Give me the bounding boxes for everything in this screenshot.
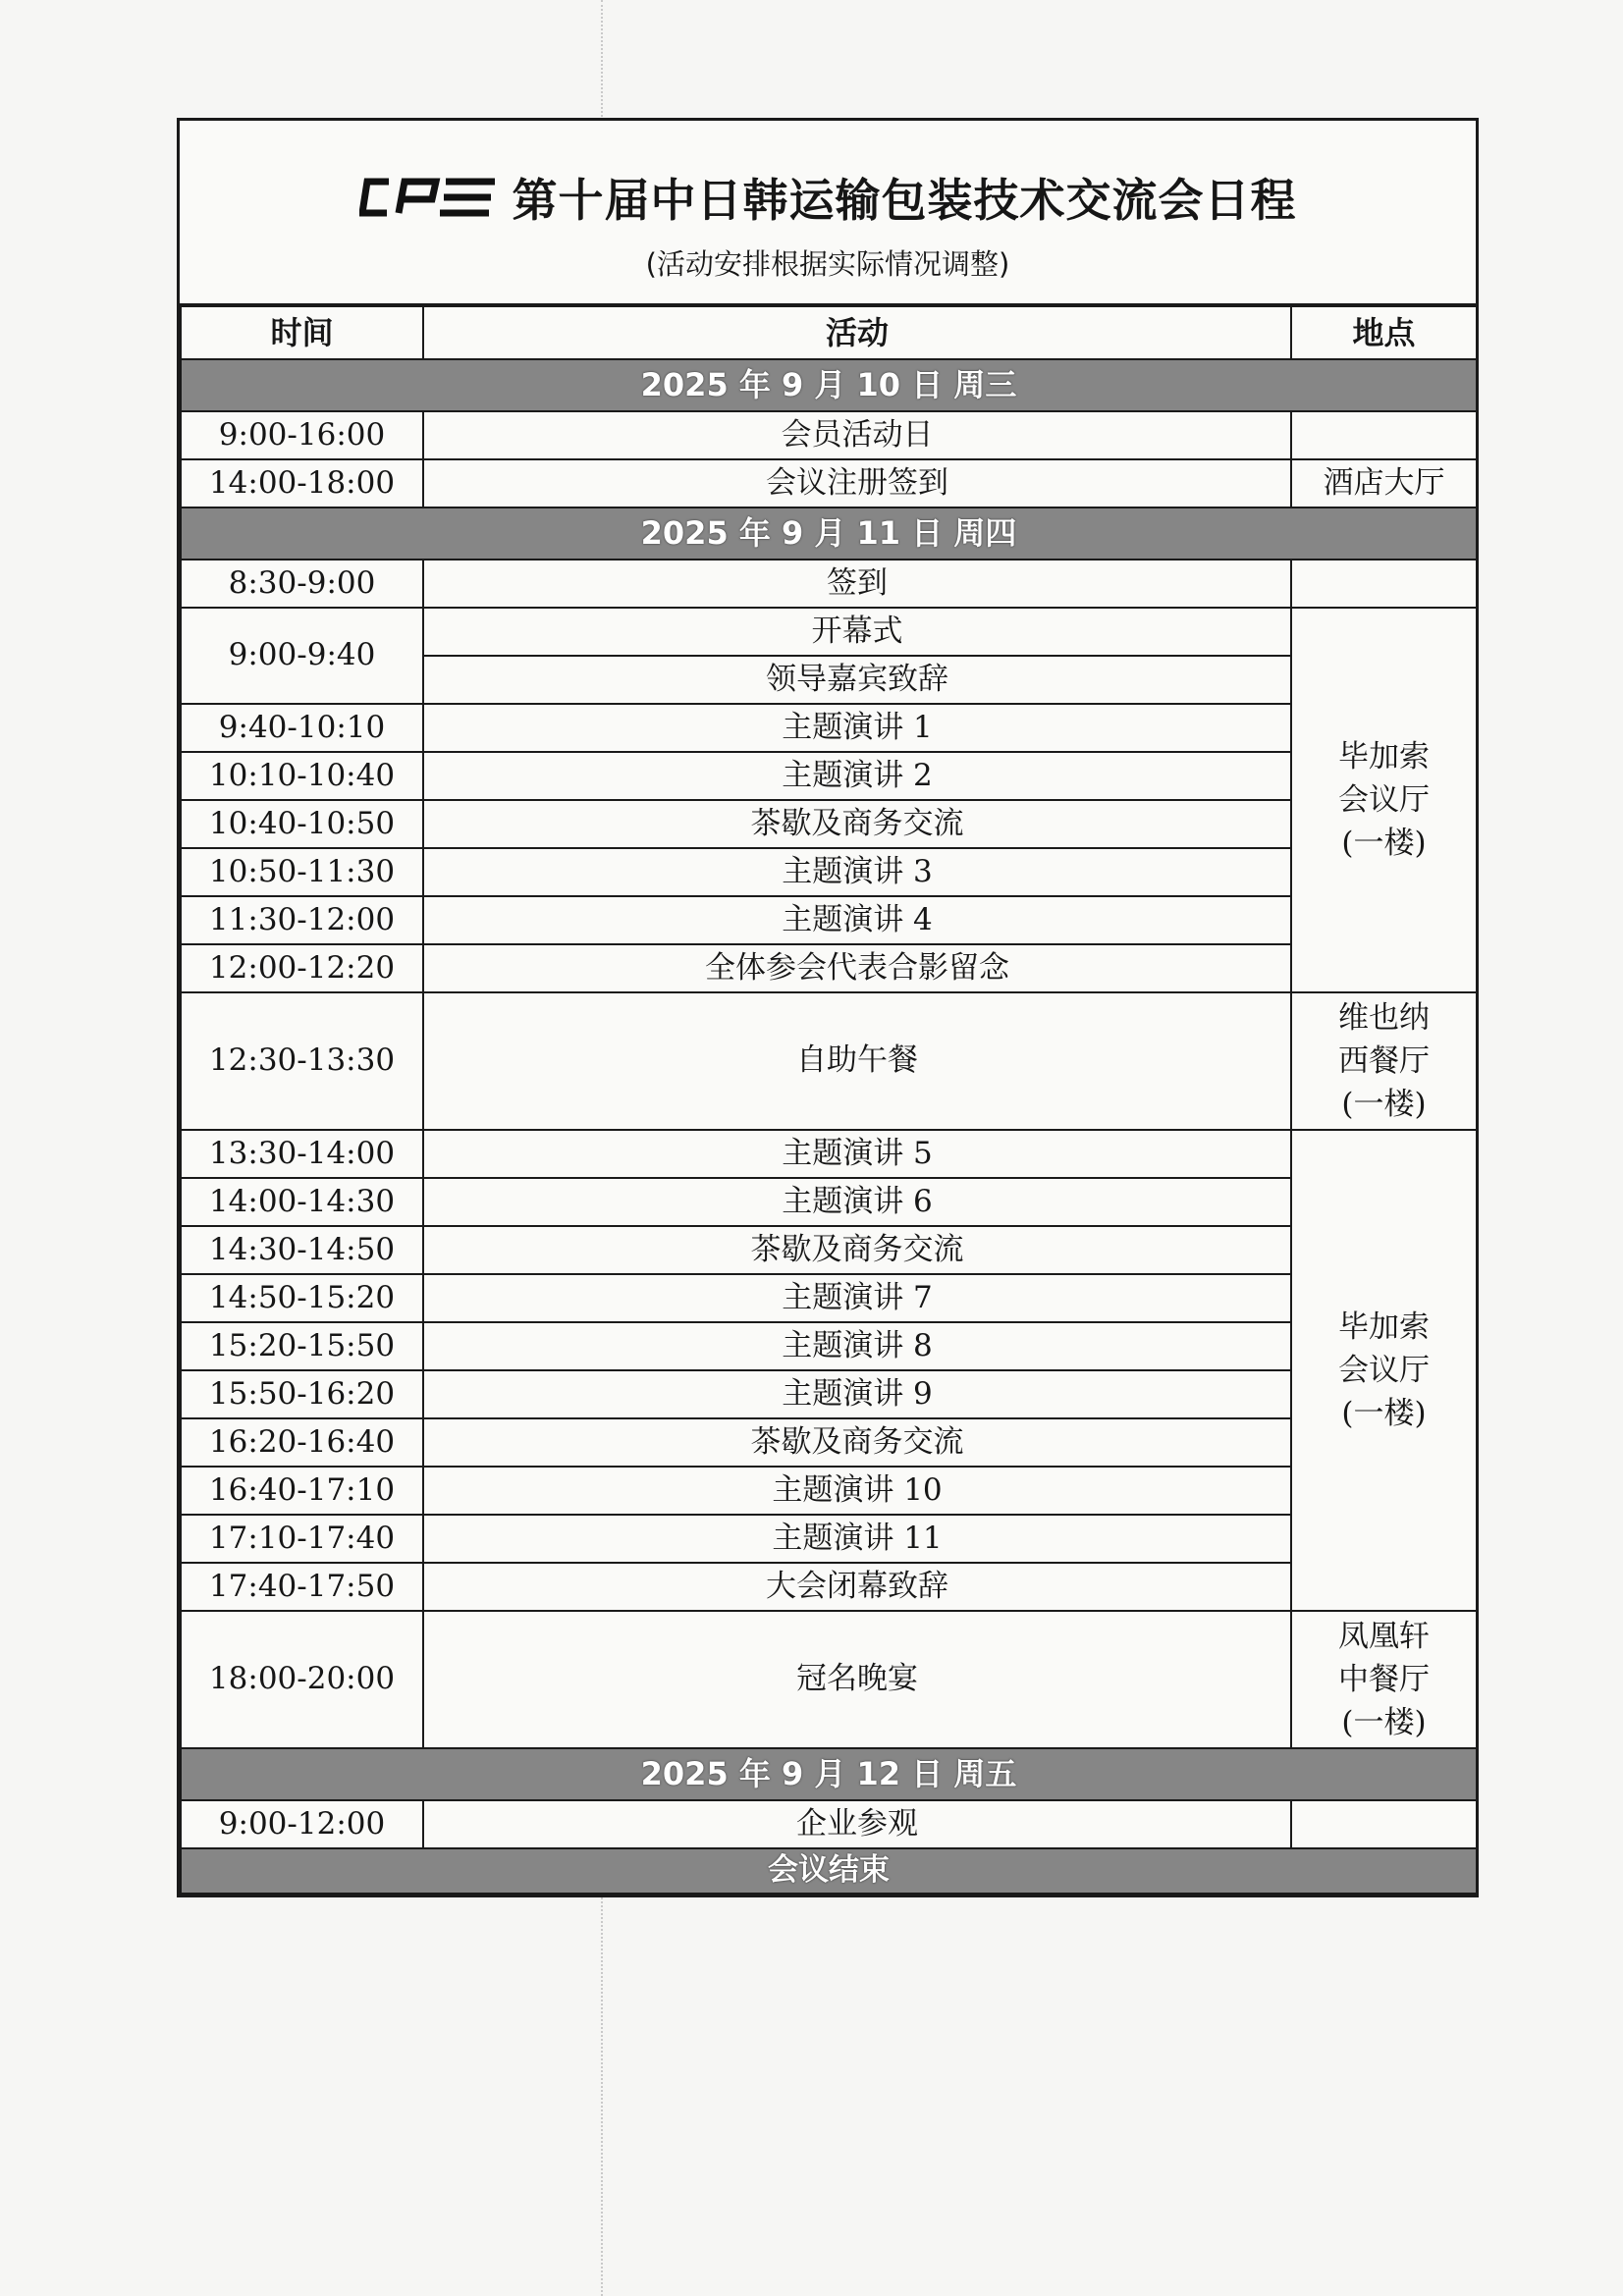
location-cell: 酒店大厅 — [1291, 459, 1477, 507]
activity-cell: 会议注册签到 — [423, 459, 1291, 507]
time-cell: 11:30-12:00 — [181, 896, 423, 944]
activity-cell: 企业参观 — [423, 1800, 1291, 1848]
table-row — [181, 896, 1477, 944]
title-row — [180, 166, 1476, 229]
column-header-location: 地点 — [1291, 306, 1477, 359]
time-cell: 12:30-13:30 — [181, 992, 423, 1130]
activity-cell: 主题演讲 6 — [423, 1178, 1291, 1226]
time-cell: 9:00-16:00 — [181, 411, 423, 459]
activity-cell: 开幕式 — [423, 608, 1291, 656]
location-line: 凤凰轩 — [1338, 1618, 1430, 1654]
footer-row — [181, 1848, 1477, 1894]
table-row — [181, 1274, 1477, 1322]
time-cell: 18:00-20:00 — [181, 1611, 423, 1748]
table-row — [181, 1467, 1477, 1515]
location-line: (一楼) — [1341, 1705, 1427, 1740]
activity-cell: 茶歇及商务交流 — [423, 1226, 1291, 1274]
time-cell: 17:40-17:50 — [181, 1563, 423, 1611]
time-cell: 9:00-12:00 — [181, 1800, 423, 1848]
location-cell — [1291, 1800, 1477, 1848]
activity-cell: 茶歇及商务交流 — [423, 800, 1291, 848]
time-cell: 15:20-15:50 — [181, 1322, 423, 1370]
location-line: (一楼) — [1341, 1087, 1427, 1122]
activity-cell: 茶歇及商务交流 — [423, 1418, 1291, 1467]
location-line: 毕加索 — [1338, 738, 1430, 774]
time-cell: 16:20-16:40 — [181, 1418, 423, 1467]
table-row — [181, 1130, 1477, 1178]
table-row — [181, 459, 1477, 507]
table-row — [181, 992, 1477, 1130]
location-line: 会议厅 — [1338, 781, 1430, 818]
activity-cell: 主题演讲 10 — [423, 1467, 1291, 1515]
table-row — [181, 800, 1477, 848]
schedule-sheet — [177, 118, 1479, 1897]
location-cell — [1291, 992, 1477, 1130]
activity-cell: 主题演讲 2 — [423, 752, 1291, 800]
day-date: 2025 年 9 月 12 日 周五 — [181, 1748, 1477, 1800]
table-row — [181, 1178, 1477, 1226]
day-date: 2025 年 9 月 11 日 周四 — [181, 507, 1477, 560]
table-row — [181, 1322, 1477, 1370]
table-row — [181, 704, 1477, 752]
time-cell: 8:30-9:00 — [181, 560, 423, 608]
activity-cell: 全体参会代表合影留念 — [423, 944, 1291, 992]
table-row — [181, 1370, 1477, 1418]
location-cell — [1291, 411, 1477, 459]
time-cell: 12:00-12:20 — [181, 944, 423, 992]
table-header-row — [181, 306, 1477, 359]
cpi-logo — [359, 176, 497, 219]
time-cell: 14:30-14:50 — [181, 1226, 423, 1274]
activity-cell: 主题演讲 3 — [423, 848, 1291, 896]
column-header-activity: 活动 — [423, 306, 1291, 359]
location-line: (一楼) — [1341, 1396, 1427, 1431]
location-cell — [1291, 1130, 1477, 1611]
table-row — [181, 944, 1477, 992]
time-cell: 13:30-14:00 — [181, 1130, 423, 1178]
activity-cell: 冠名晚宴 — [423, 1611, 1291, 1748]
time-cell: 9:00-9:40 — [181, 608, 423, 704]
page-subtitle: (活动安排根据实际情况调整) — [645, 247, 1010, 281]
time-cell: 14:00-14:30 — [181, 1178, 423, 1226]
day-date: 2025 年 9 月 10 日 周三 — [181, 359, 1477, 411]
table-row — [181, 1563, 1477, 1611]
title-block — [180, 121, 1476, 305]
table-row — [181, 411, 1477, 459]
time-cell: 10:40-10:50 — [181, 800, 423, 848]
footer-text: 会议结束 — [181, 1848, 1477, 1894]
day-separator — [181, 359, 1477, 411]
table-row — [181, 1418, 1477, 1467]
activity-cell: 领导嘉宾致辞 — [423, 656, 1291, 704]
table-row — [181, 752, 1477, 800]
activity-cell: 主题演讲 9 — [423, 1370, 1291, 1418]
activity-cell: 主题演讲 4 — [423, 896, 1291, 944]
location-line: 会议厅 — [1338, 1352, 1430, 1388]
table-row — [181, 560, 1477, 608]
time-cell: 14:00-18:00 — [181, 459, 423, 507]
activity-cell: 签到 — [423, 560, 1291, 608]
day-separator — [181, 1748, 1477, 1800]
time-cell: 10:10-10:40 — [181, 752, 423, 800]
time-cell: 16:40-17:10 — [181, 1467, 423, 1515]
table-row — [181, 1226, 1477, 1274]
column-header-time: 时间 — [181, 306, 423, 359]
page-title: 第十届中日韩运输包装技术交流会日程 — [512, 174, 1297, 227]
time-cell: 9:40-10:10 — [181, 704, 423, 752]
activity-cell: 会员活动日 — [423, 411, 1291, 459]
day-separator — [181, 507, 1477, 560]
location-cell — [1291, 560, 1477, 608]
location-line: 西餐厅 — [1338, 1042, 1430, 1079]
table-row — [181, 1800, 1477, 1848]
table-row — [181, 608, 1477, 656]
activity-cell: 主题演讲 5 — [423, 1130, 1291, 1178]
time-cell: 10:50-11:30 — [181, 848, 423, 896]
activity-cell: 主题演讲 1 — [423, 704, 1291, 752]
location-cell — [1291, 1611, 1477, 1748]
activity-cell: 主题演讲 8 — [423, 1322, 1291, 1370]
location-line: 毕加索 — [1338, 1308, 1430, 1345]
activity-cell: 自助午餐 — [423, 992, 1291, 1130]
activity-cell: 大会闭幕致辞 — [423, 1563, 1291, 1611]
table-row — [181, 1611, 1477, 1748]
location-line: (一楼) — [1341, 826, 1427, 861]
activity-cell: 主题演讲 11 — [423, 1515, 1291, 1563]
table-row — [181, 1515, 1477, 1563]
table-row — [181, 848, 1477, 896]
time-cell: 17:10-17:40 — [181, 1515, 423, 1563]
time-cell: 15:50-16:20 — [181, 1370, 423, 1418]
location-line: 维也纳 — [1338, 999, 1430, 1036]
location-cell — [1291, 608, 1477, 992]
schedule-table — [180, 305, 1478, 1895]
time-cell: 14:50-15:20 — [181, 1274, 423, 1322]
activity-cell: 主题演讲 7 — [423, 1274, 1291, 1322]
location-line: 中餐厅 — [1338, 1661, 1430, 1697]
